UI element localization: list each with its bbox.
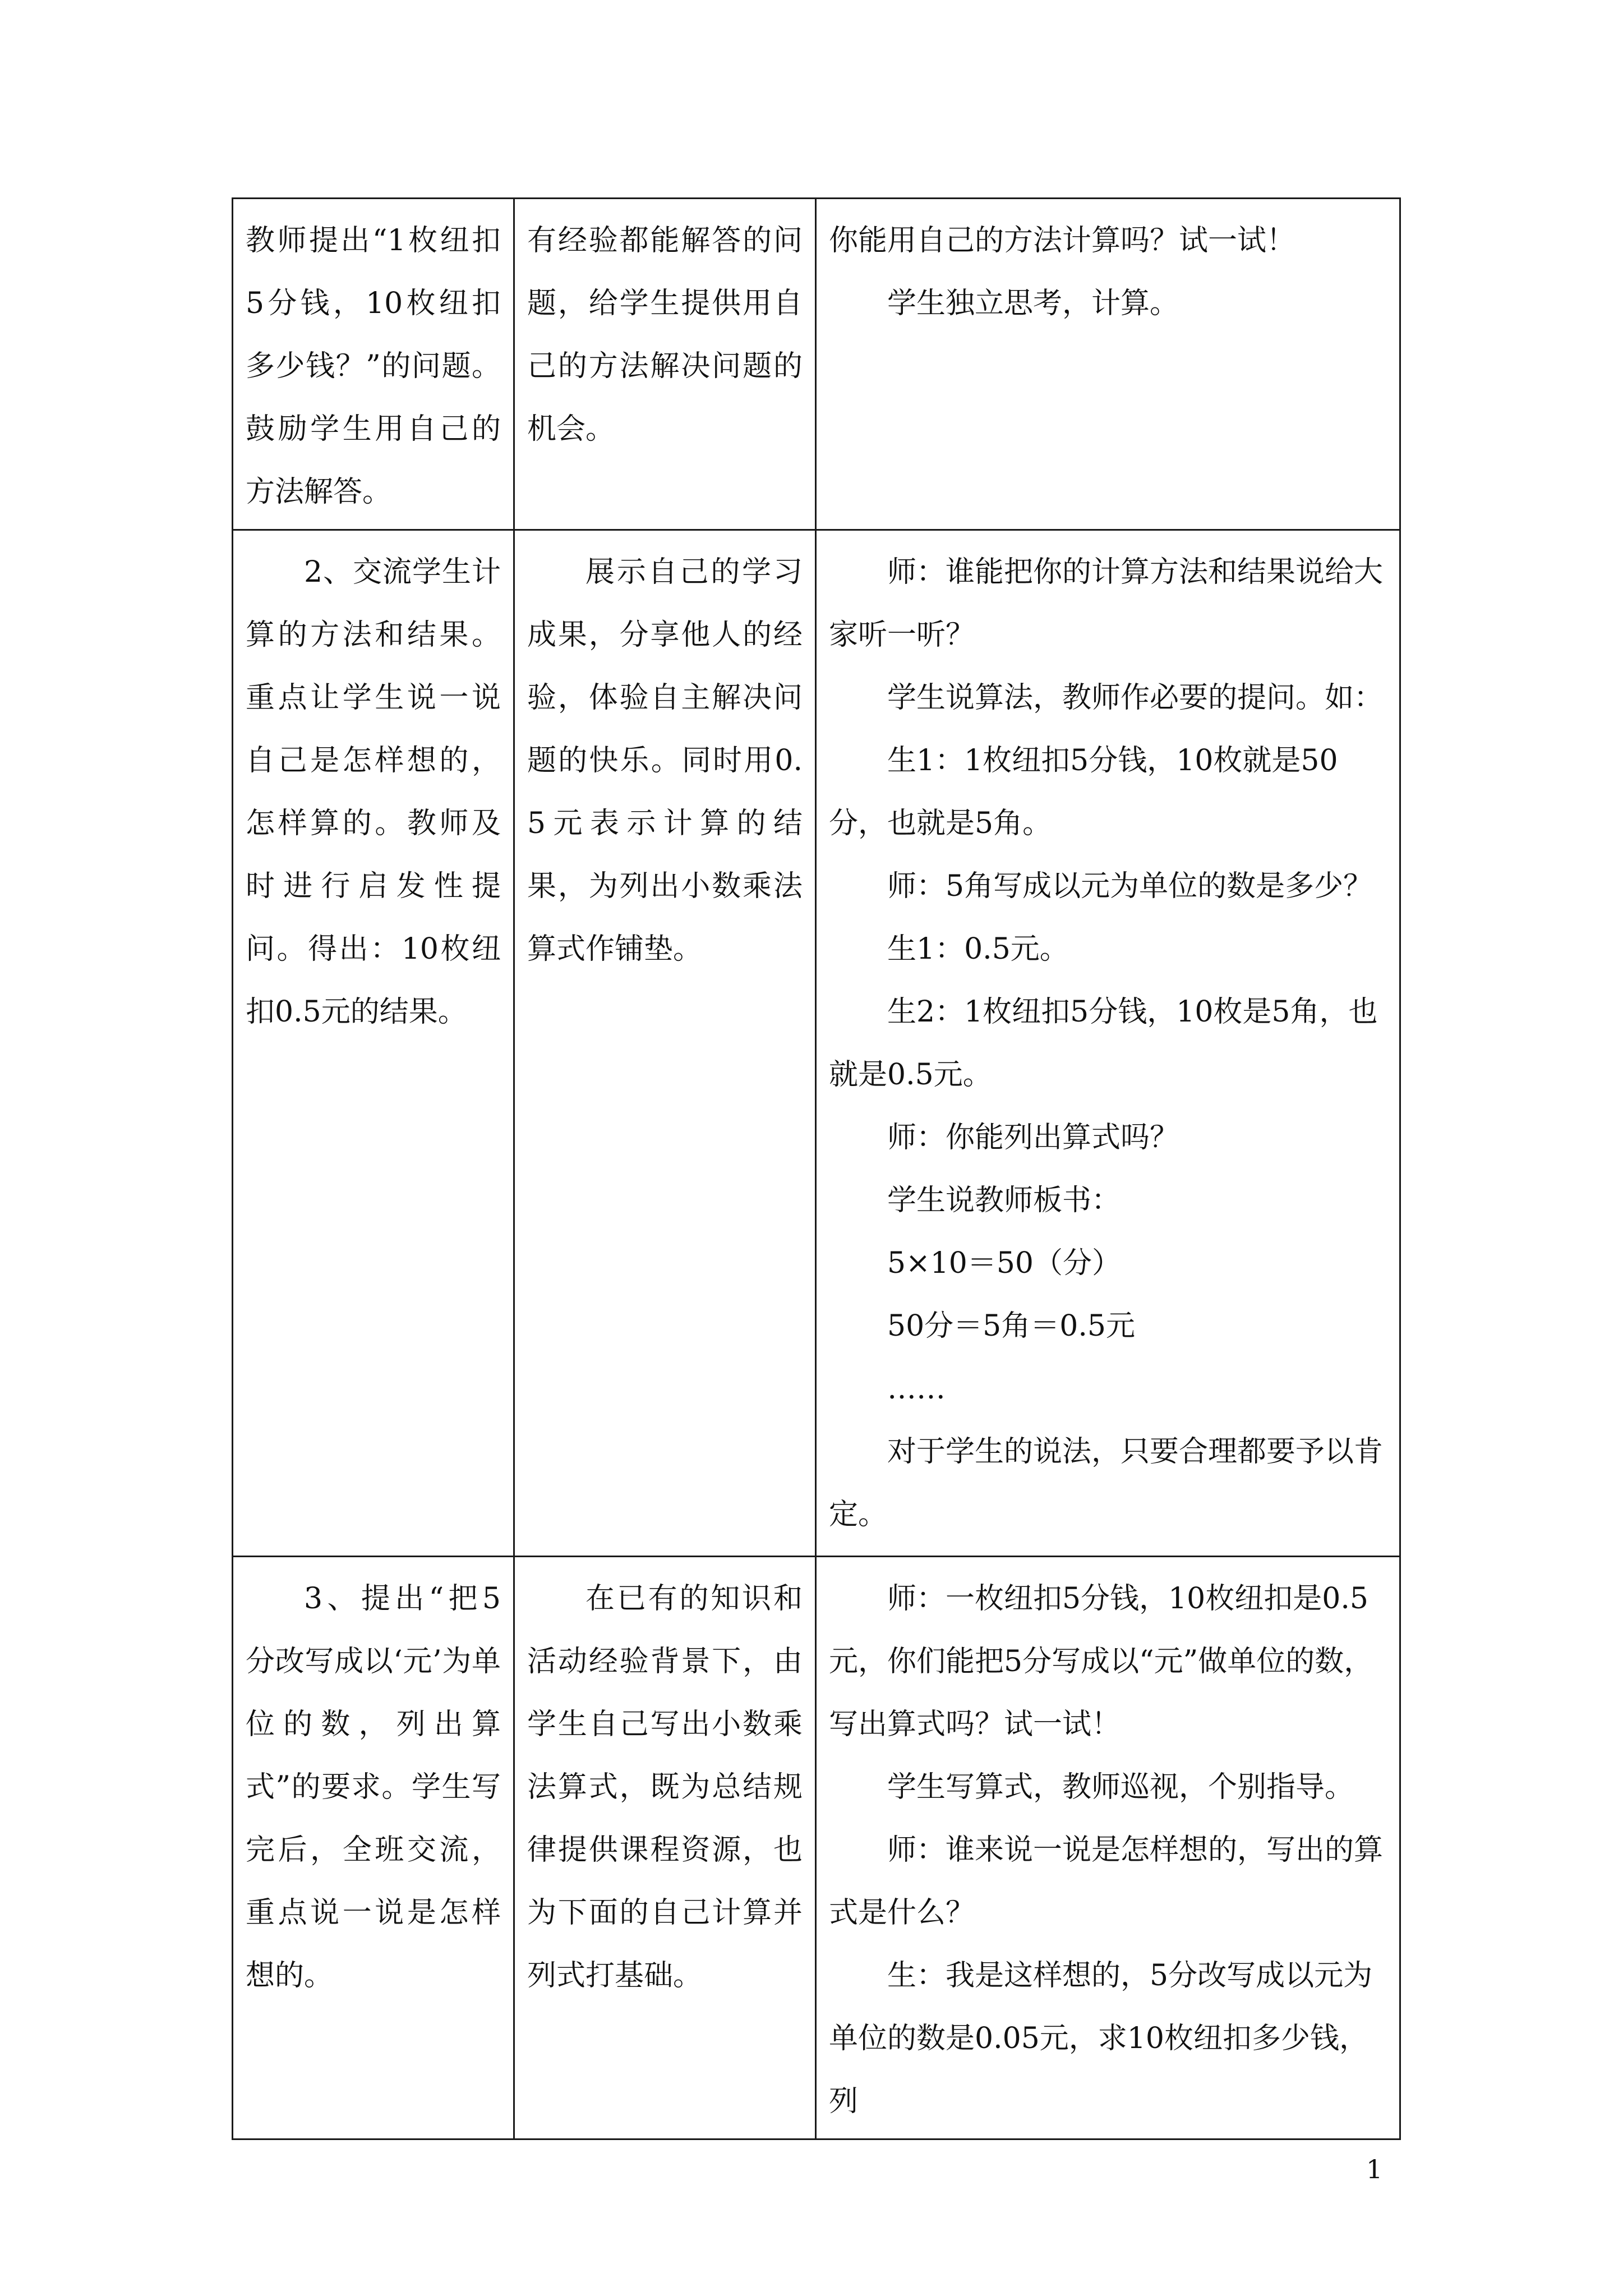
cell-text: 学生独立思考，计算。 [887,287,1179,320]
design-intent-cell [514,199,816,530]
cell-text: 2、交流学生计算的方法和结果。重点让学生说一说自己是怎样想的，怎样算的。教师及时进行启发性提问。得出：10枚纽扣0.5元的结果。 [246,555,501,1029]
table-row [233,1557,1400,2139]
cell-text: 有经验都能解答的问题，给学生提供用自己的方法解决问题的机会。 [527,224,803,446]
teacher-activity-cell [233,530,514,1557]
design-intent-cell [514,530,816,1557]
cell-text: 生2：1枚纽扣5分钱，10枚是5角，也就是0.5元。 [829,995,1378,1092]
page-number: 1 [1366,2154,1383,2184]
cell-text: 学生说算法，教师作必要的提问。如： [887,681,1384,715]
cell-text: 师：你能列出算式吗？ [887,1121,1179,1154]
cell-text: 学生写算式，教师巡视，个别指导。 [887,1770,1354,1804]
cell-text: 在已有的知识和活动经验背景下，由学生自己写出小数乘法算式，既为总结规律提供课程资源，也为下面的自己计算并列式打基础。 [527,1582,803,1993]
cell-text: 50分＝5角＝0.5元 [887,1309,1135,1343]
cell-text: 你能用自己的方法计算吗？试一试！ [829,224,1296,257]
classroom-dialogue-cell [816,199,1400,530]
cell-text: 师：5角写成以元为单位的数是多少？ [887,869,1373,903]
cell-text: 教师提出“1枚纽扣5分钱，10枚纽扣多少钱？”的问题。鼓励学生用自己的方法解答。 [246,224,501,509]
cell-text: 生1：1枚纽扣5分钱，10枚就是50分，也就是5角。 [829,744,1338,840]
cell-text: 生：我是这样想的，5分改写成以元为单位的数是0.05元，求10枚纽扣多少钱，列 [829,1959,1373,2118]
table-row [233,199,1400,530]
design-intent-cell [514,1557,816,2139]
table-row [233,530,1400,1557]
cell-text: 展示自己的学习成果，分享他人的经验，体验自主解决问题的快乐。同时用0.5元表示计算的结果，为列出小数乘法算式作铺垫。 [527,555,803,966]
teacher-activity-cell [233,199,514,530]
cell-text: 师：谁能把你的计算方法和结果说给大家听一听？ [829,555,1384,652]
cell-text: 5×10＝50（分） [887,1246,1121,1280]
lesson-plan-table [232,197,1401,2140]
cell-text: 师：谁来说一说是怎样想的，写出的算式是什么？ [829,1833,1384,1930]
teacher-activity-cell [233,1557,514,2139]
cell-text: 师：一枚纽扣5分钱，10枚纽扣是0.5元，你们能把5分写成以“元”做单位的数，写出算式吗？试一试！ [829,1582,1373,1741]
classroom-dialogue-cell [816,530,1400,1557]
cell-text: 3、提出“把5分改写成以‘元’为单位的数，列出算式”的要求。学生写完后，全班交流，重点说一说是怎样想的。 [246,1582,501,1993]
cell-text: …… [887,1372,946,1406]
cell-text: 对于学生的说法，只要合理都要予以肯定。 [829,1435,1384,1531]
cell-text: 学生说教师板书： [887,1184,1121,1217]
classroom-dialogue-cell [816,1557,1400,2139]
cell-text: 生1：0.5元。 [887,932,1069,966]
